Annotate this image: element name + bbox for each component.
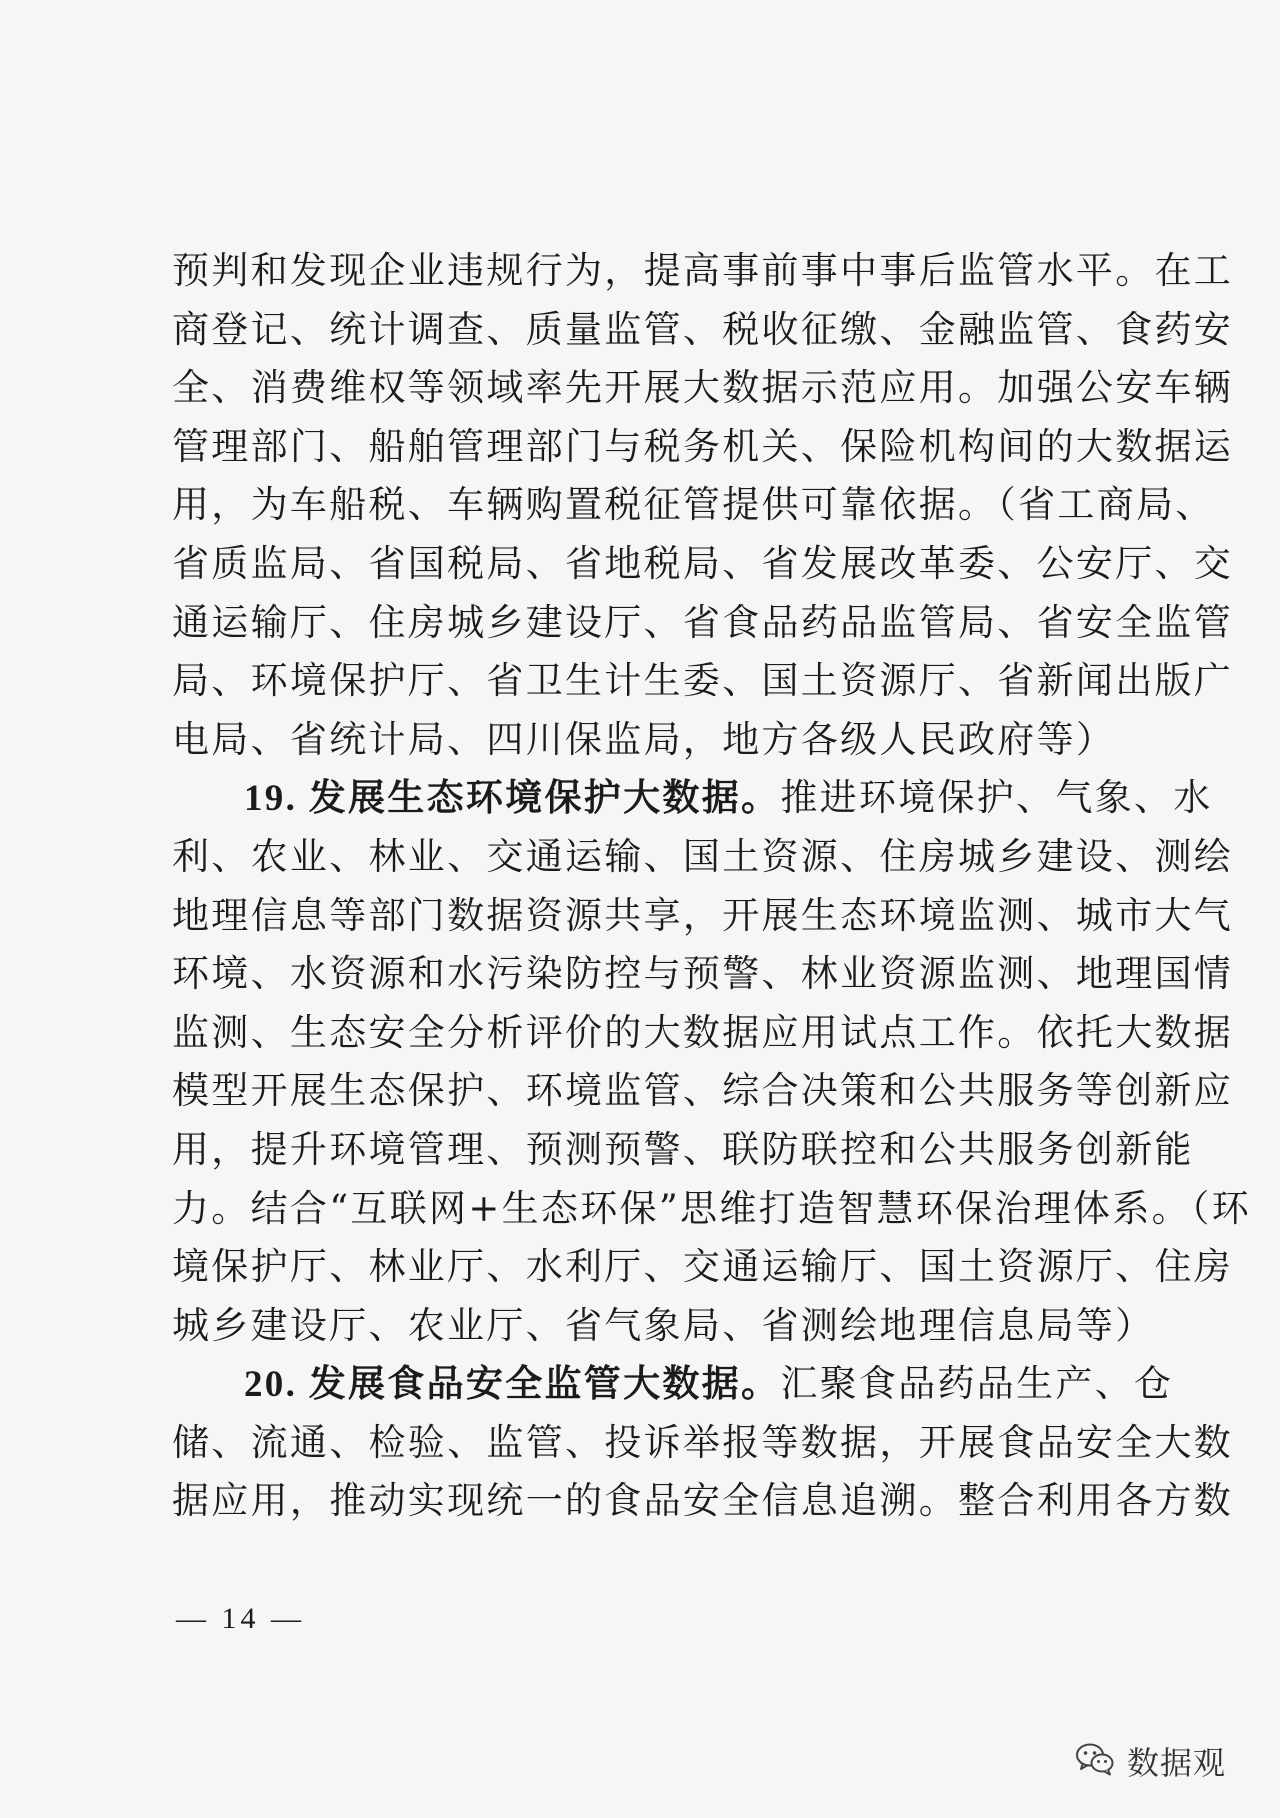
body-text: 地理信息等部门数据资源共享，开展生态环境监测、城市大气 (172, 893, 1234, 937)
body-text: 用，为车船税、车辆购置税征管提供可靠依据。（省工商局、 (172, 483, 1215, 527)
text-line (172, 418, 1234, 477)
body-text: 储、流通、检验、监管、投诉举报等数据，开展食品安全大数 (172, 1420, 1234, 1464)
page-number: — 14 — (176, 1602, 305, 1635)
body-text: 全、消费维权等领域率先开展大数据示范应用。加强公安车辆 (172, 366, 1234, 410)
watermark-text: 数据观 (1126, 1744, 1226, 1782)
body-text: 力。结合“互联网+生态环保”思维打造智慧环保治理体系。（环 (172, 1186, 1252, 1230)
body-text: 电局、省统计局、四川保监局，地方各级人民政府等） (172, 717, 1116, 761)
body-text: 预判和发现企业违规行为，提高事前事中事后监管水平。在工 (172, 249, 1234, 292)
wechat-icon (1075, 1742, 1115, 1780)
body-text: 通运输厅、住房城乡建设厅、省食品药品监管局、省安全监管 (172, 600, 1234, 644)
text-line (172, 359, 1234, 418)
body-text: 境保护厅、林业厅、水利厅、交通运输厅、国土资源厅、住房 (172, 1245, 1234, 1289)
body-text: 商登记、统计调查、质量监管、税收征缴、金融监管、食药安 (172, 307, 1234, 351)
body-text: 模型开展生态保护、环境监管、综合决策和公共服务等创新应 (172, 1069, 1234, 1113)
text-line (172, 1414, 1234, 1473)
body-text: 局、环境保护厅、省卫生计生委、国土资源厅、省新闻出版广 (172, 659, 1234, 703)
wechat-watermark (1075, 1738, 1226, 1784)
body-text: 城乡建设厅、农业厅、省气象局、省测绘地理信息局等） (172, 1303, 1155, 1347)
text-line (172, 1121, 1194, 1180)
text-line (172, 828, 1234, 887)
text-line (172, 1297, 1155, 1356)
text-line (172, 535, 1234, 594)
text-line (172, 594, 1234, 653)
body-text: 省质监局、省国税局、省地税局、省发展改革委、公安厅、交 (172, 541, 1234, 585)
text-line (172, 1062, 1234, 1121)
body-text: 利、农业、林业、交通运输、国土资源、住房城乡建设、测绘 (172, 834, 1234, 878)
text-line (172, 476, 1215, 535)
body-text: 环境、水资源和水污染防控与预警、林业资源监测、地理国情 (172, 952, 1234, 996)
body-text: 用，提升环境管理、预测预警、联防联控和公共服务创新能 (172, 1127, 1194, 1171)
text-line (172, 945, 1234, 1004)
text-line (172, 301, 1234, 360)
text-line (172, 1004, 1234, 1063)
text-line (172, 242, 1234, 301)
section-heading: 19. 发展生态环境保护大数据。 (244, 778, 781, 820)
section-heading: 20. 发展食品安全监管大数据。 (244, 1364, 781, 1406)
body-text: 推进环境保护、气象、水 (780, 776, 1213, 820)
text-line (172, 1355, 1174, 1414)
body-text: 汇聚食品药品生产、仓 (780, 1362, 1174, 1406)
text-line (172, 652, 1234, 711)
body-text: 据应用，推动实现统一的食品安全信息追溯。整合利用各方数 (172, 1479, 1234, 1523)
text-line (172, 711, 1116, 770)
document-body (172, 242, 1252, 1531)
text-line (172, 1238, 1234, 1297)
text-line (172, 1180, 1252, 1239)
body-text: 监测、生态安全分析评价的大数据应用试点工作。依托大数据 (172, 1010, 1234, 1054)
text-line (172, 769, 1213, 828)
text-line (172, 887, 1234, 946)
text-line (172, 1472, 1234, 1531)
body-text: 管理部门、船舶管理部门与税务机关、保险机构间的大数据运 (172, 424, 1234, 468)
